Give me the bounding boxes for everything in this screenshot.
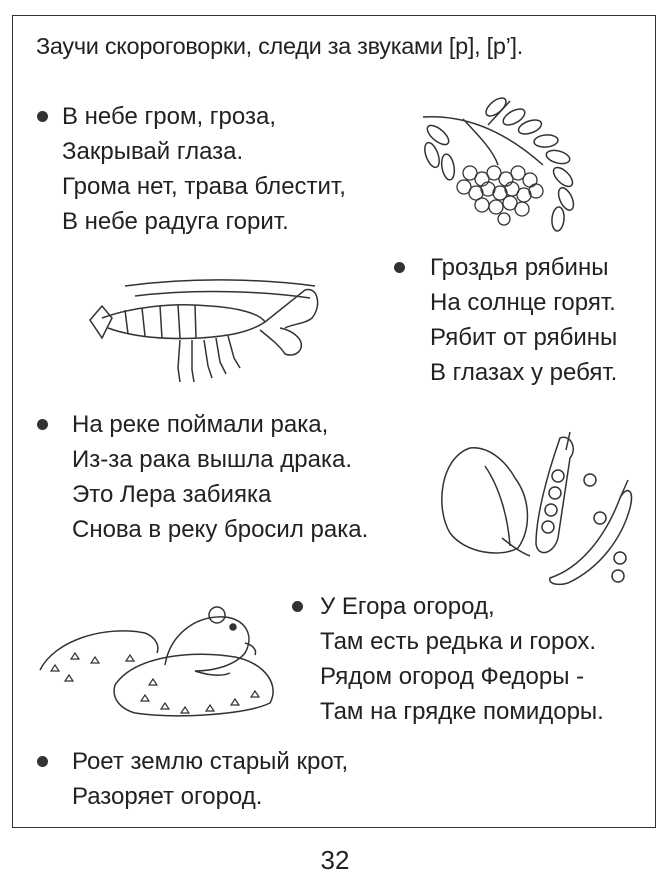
bullet-2	[394, 262, 405, 273]
poem-1	[62, 99, 346, 239]
poem-5	[72, 744, 348, 814]
poem-line: Из-за рака вышла драка.	[72, 446, 353, 473]
poem-line: Снова в реку бросил рака.	[72, 516, 369, 543]
poem-line: У Егора огород,	[320, 593, 495, 620]
poem-line: Это Лера забияка	[72, 481, 272, 508]
poem-line: В небе радуга горит.	[62, 208, 289, 235]
rowan-branch-illustration	[418, 95, 588, 240]
poem-line: На реке поймали рака,	[72, 411, 329, 438]
crayfish-illustration	[80, 258, 325, 388]
bullet-4	[292, 601, 303, 612]
poem-3	[72, 407, 368, 547]
poem-line: Рябит от рябины	[430, 324, 618, 351]
poem-line: В небе гром, гроза,	[62, 103, 276, 130]
poem-line: Гроздья рябины	[430, 254, 609, 281]
bullet-3	[37, 419, 48, 430]
radish-and-peas-illustration	[430, 428, 640, 598]
poem-line: Грома нет, трава блестит,	[62, 173, 346, 200]
poem-line: Там есть редька и горох.	[320, 628, 597, 655]
poem-line: Роет землю старый крот,	[72, 748, 349, 775]
poem-line: Закрывай глаза.	[62, 138, 244, 165]
poem-line: На солнце горят.	[430, 289, 616, 316]
poem-4	[320, 589, 604, 729]
poem-line: Там на грядке помидоры.	[320, 698, 604, 725]
bullet-1	[37, 111, 48, 122]
mole-illustration	[35, 595, 285, 725]
bullet-5	[37, 756, 48, 767]
poem-line: Разоряет огород.	[72, 783, 263, 810]
poem-line: Рядом огород Федоры -	[320, 663, 585, 690]
poem-2	[430, 250, 617, 390]
page-number: 32	[320, 845, 350, 875]
page-title: Заучи скороговорки, следи за звуками [р], [р’].	[36, 33, 523, 59]
poem-line: В глазах у ребят.	[430, 359, 618, 386]
